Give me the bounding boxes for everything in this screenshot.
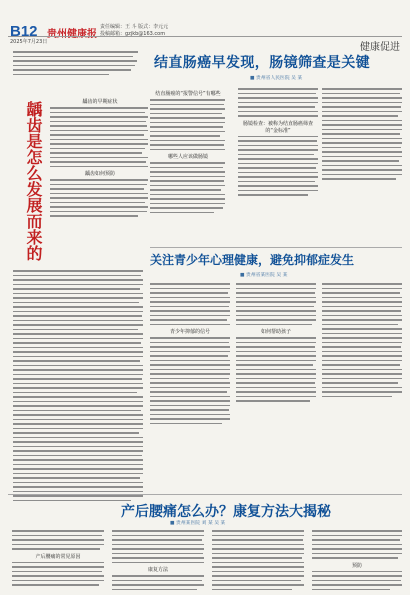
article-author: ■ 贵州省人民医院 吴 某 [250, 76, 303, 81]
article-text [236, 283, 316, 405]
email-line: 投稿邮箱：gzjkb@163.com [100, 31, 166, 37]
article-text [238, 88, 318, 199]
article-author: ■ 贵州某医院 刘 某 吴 某 [170, 521, 226, 526]
editor-line: 责任编辑：王 斗 版式：李元元 [100, 24, 169, 30]
section-name: 健康促进 [360, 42, 400, 53]
article-title: 产后腰痛怎么办？康复方法大揭秘 [121, 504, 331, 520]
caries-title: 龋齿是怎么发展而来的 [24, 101, 43, 261]
pub-date: 2025年7月23日 [10, 39, 48, 45]
article-text [150, 283, 230, 427]
subhead: 龋齿如何预防 [84, 171, 115, 177]
subhead: 产后腰痛的常见原因 [35, 553, 81, 560]
article-text [322, 283, 402, 400]
subhead: 哪些人应该做肠镜 [167, 154, 208, 160]
subhead: 青少年抑郁的信号 [169, 329, 210, 335]
article-author: ■ 贵州省某医院 吴 某 [240, 273, 288, 278]
subhead: 龋齿的早期症状 [82, 99, 118, 105]
intro-text [13, 51, 138, 79]
masthead: 贵州健康报 [47, 29, 97, 40]
article-text [150, 88, 226, 216]
page-code: B12 [10, 23, 38, 40]
subhead: 康复方法 [147, 567, 168, 573]
header-rule [8, 36, 402, 37]
article-text [50, 96, 150, 220]
subhead: 结直肠癌的“报警信号”有哪些 [155, 91, 221, 97]
article-title: 关注青少年心理健康，避免抑郁症发生 [150, 253, 355, 267]
subhead: 预防 [351, 562, 362, 569]
article-text [322, 88, 402, 183]
subhead: 肠镜检查：被称为结直肠癌筛查的“金标准” [242, 120, 313, 134]
page-header [0, 0, 410, 53]
rule [8, 494, 402, 495]
article-title: 结直肠癌早发现，肠镜筛查是关键 [154, 55, 370, 71]
article-text [112, 530, 204, 593]
rule [150, 247, 402, 248]
subhead: 如何帮助孩子 [260, 329, 291, 335]
article-text [12, 530, 104, 589]
article-text [212, 530, 304, 593]
article-text [312, 530, 402, 593]
article-text [13, 270, 143, 504]
